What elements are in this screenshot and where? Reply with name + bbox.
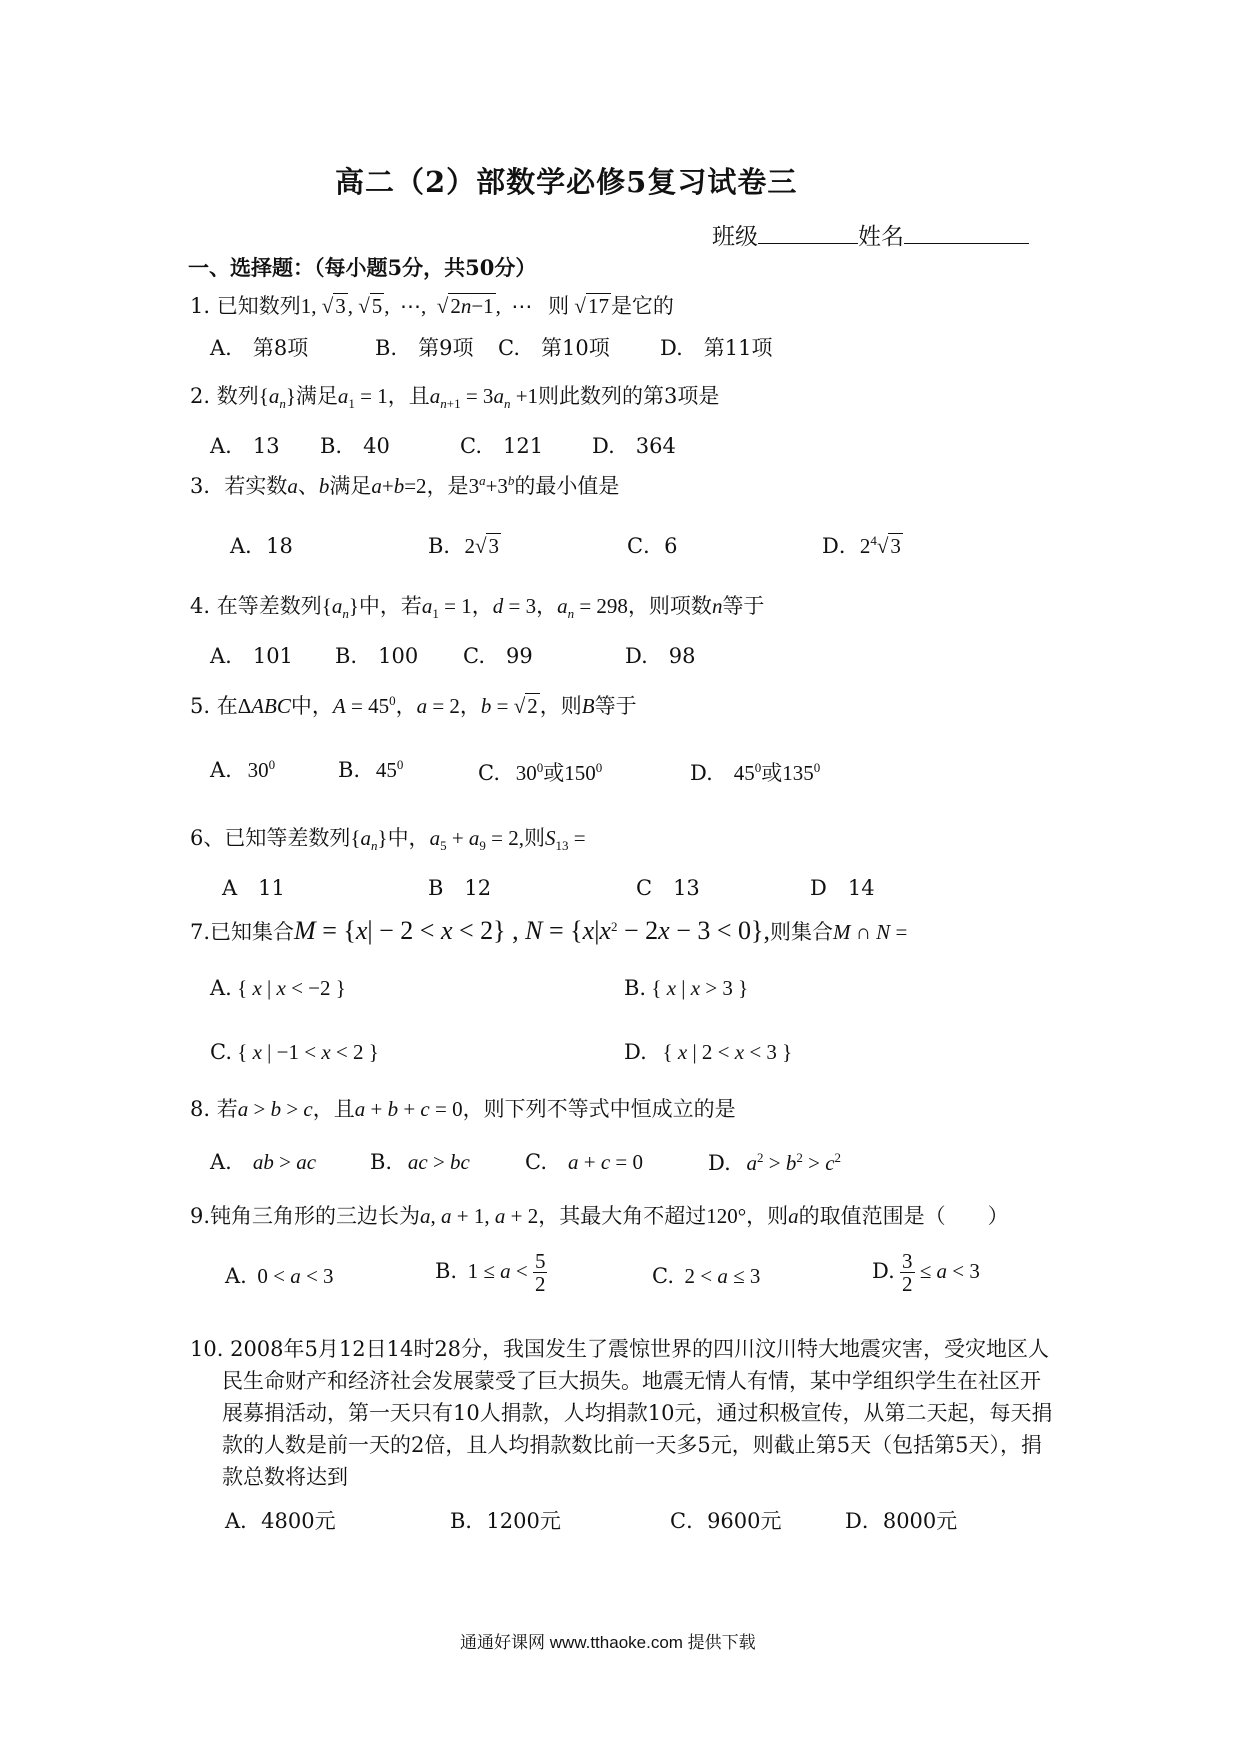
question-10: 10. 2008年5月12日14时28分，我国发生了震惊世界的四川汶川特大地震灾害，受灾地区人民生命财产和经济社会发展蒙受了巨大损失。地震无情人有情，某中学组织学生在社区开展募捐活动，第一天只有10人捐款，人均捐款10元，通过积极宣传，从第二天起，每天捐款的人数是前一天的2倍，且人均捐款数比前一天多5元，则截止第5天（包括第5天），捐款总数将达到 <box>190 1337 1053 1489</box>
q6-option-d[interactable]: D 14 <box>810 876 875 900</box>
question-9: 9.钝角三角形的三边长为a, a + 1, a + 2，其最大角不超过120°，则a的取值范围是（ ） <box>190 1204 1009 1228</box>
q4-option-b[interactable]: B. 100 <box>335 644 419 668</box>
q9-option-c[interactable]: C. 2 < a ≤ 3 <box>652 1264 761 1288</box>
page-title: 高二（2）部数学必修5复习试卷三 <box>335 165 798 199</box>
q4-option-c[interactable]: C. 99 <box>463 644 533 668</box>
q2-option-a[interactable]: A. 13 <box>210 434 280 458</box>
q10-option-d[interactable]: D．8000元 <box>845 1509 958 1533</box>
question-6: 6、已知等差数列$\{a_n\}$中，$a_5 + a_9 = 2$,则$S_{13}$ = <box>190 826 586 854</box>
q1-option-c[interactable]: C. 第10项 <box>498 336 610 360</box>
footer-credit: 通通好课网 www.tthaoke.com 提供下载 <box>460 1633 756 1652</box>
q9-option-d[interactable]: D. $\frac{3}{2}$ ≤ a < 3 <box>872 1249 980 1297</box>
question-3: 3．若实数a、b满足a+b=2，是$3^a+3^b$的最小值是 <box>190 473 620 498</box>
q8-option-c[interactable]: C. a + c = 0 <box>525 1150 644 1174</box>
name-label: 姓名 <box>858 224 904 250</box>
q3-option-b[interactable]: B．2√3 <box>428 534 499 558</box>
q7-option-c[interactable]: C. { x | −1 < x < 2 } <box>210 1040 379 1064</box>
student-info-line <box>712 218 1029 251</box>
q6-option-c[interactable]: C 13 <box>636 876 700 900</box>
section-heading: 一、选择题：（每小题5分，共50分） <box>188 255 537 280</box>
q1-option-b[interactable]: B. 第9项 <box>375 336 474 360</box>
name-blank[interactable] <box>904 221 1029 244</box>
q6-option-a[interactable]: A 11 <box>222 876 285 900</box>
q6-option-b[interactable]: B 12 <box>428 876 492 900</box>
q5-option-a[interactable]: A. $30^0$ <box>210 757 276 782</box>
q8-option-b[interactable]: B. ac > bc <box>370 1150 470 1174</box>
q2-option-b[interactable]: B. 40 <box>320 434 390 458</box>
q4-option-d[interactable]: D. 98 <box>625 644 696 668</box>
question-1: 1. 已知数列1, √3, √5, ⋯, √2n−1, ⋯ 则 √17是它的 <box>190 294 674 318</box>
q3-option-d[interactable]: D．$2^4√3$ <box>822 533 901 558</box>
q3-option-c[interactable]: C．6 <box>627 534 678 558</box>
q2-option-d[interactable]: D. 364 <box>592 434 676 458</box>
q3-option-a[interactable]: A．18 <box>230 534 293 558</box>
question-8: 8. 若a > b > c，且a + b + c = 0，则下列不等式中恒成立的是 <box>190 1097 736 1121</box>
q1-option-a[interactable]: A. 第8项 <box>210 336 309 360</box>
q5-option-b[interactable]: B. $45^0$ <box>338 757 404 782</box>
q7-option-d[interactable]: D. { x | 2 < x < 3 } <box>624 1040 793 1064</box>
question-2: 2. 数列$\{a_n\}$满足$a_1 = 1$，且$a_{n+1} = 3a_n +1$则此数列的第3项是 <box>190 384 720 412</box>
class-blank[interactable] <box>758 221 858 244</box>
q7-option-b[interactable]: B. { x | x > 3 } <box>624 976 749 1000</box>
q9-option-a[interactable]: A. 0 < a < 3 <box>225 1264 334 1288</box>
q9-option-b[interactable]: B. 1 ≤ a < $\frac{5}{2}$ <box>435 1249 546 1297</box>
q5-option-c[interactable]: C. $30^0$或$150^0$ <box>478 760 603 785</box>
class-label: 班级 <box>712 224 758 250</box>
q4-option-a[interactable]: A. 101 <box>210 644 293 668</box>
question-4: 4. 在等差数列$\{a_n\}$中，若$a_1 = 1$，d = 3，$a_n = 298$，则项数n等于 <box>190 594 765 622</box>
q8-option-d[interactable]: D. $a^2 > b^2 > c^2$ <box>708 1150 842 1175</box>
q5-option-d[interactable]: D. $45^0$或$135^0$ <box>690 760 821 785</box>
question-7: 7.已知集合M = {x| − 2 < x < 2} , $N = \{x|x^2 - 2x - 3 < 0\}$,则集合M ∩ N = <box>190 916 908 945</box>
q10-option-a[interactable]: A．4800元 <box>225 1509 336 1533</box>
q8-option-a[interactable]: A. ab > ac <box>210 1150 317 1174</box>
q7-option-a[interactable]: A. { x | x < −2 } <box>210 976 346 1000</box>
q2-option-c[interactable]: C. 121 <box>460 434 544 458</box>
q10-option-b[interactable]: B．1200元 <box>450 1509 561 1533</box>
question-5: 5. 在ΔABC中，$A = 45^0$，a = 2，b = √2，则B等于 <box>190 693 637 718</box>
q1-option-d[interactable]: D. 第11项 <box>660 336 773 360</box>
q10-option-c[interactable]: C．9600元 <box>670 1509 782 1533</box>
